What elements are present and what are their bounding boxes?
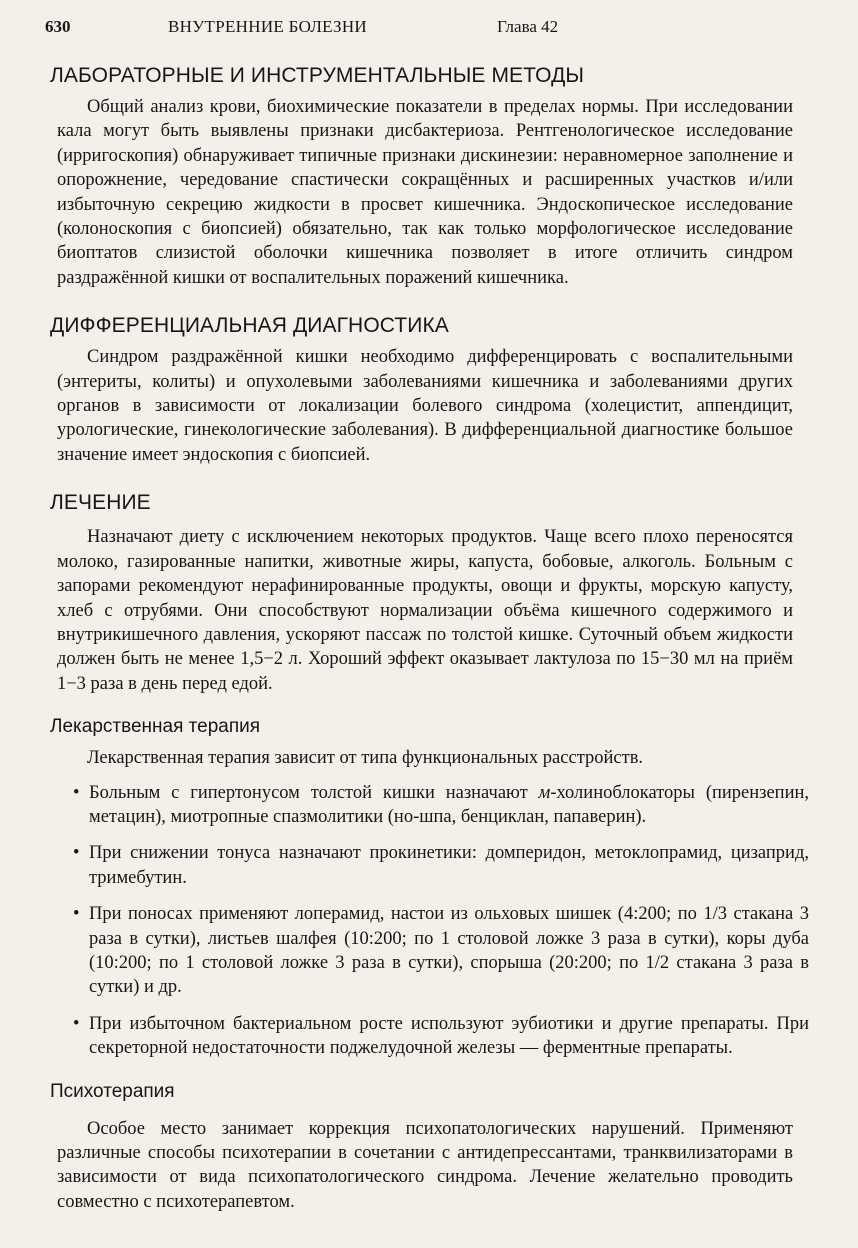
- bullet-marker: •: [73, 843, 80, 864]
- list-item-text: -холиноблокаторы (пирензепин, метацин), миотропные спазмолитики (но-шпа, бенциклан, папаверин).: [89, 782, 809, 827]
- drug-list: [57, 781, 809, 1061]
- bullet-marker: •: [73, 1013, 80, 1034]
- page-number: 630: [45, 17, 71, 36]
- section-paragraph: Назначают диету с исключением некоторых продуктов. Чаще всего плохо переносятся молоко, газированные напитки, животные жиры, капуста, бобовые, алкоголь. Больным с запорами рекомендуют нерафинированные продукты, овощи и фрукты, морскую капусту, хлеб с отрубями. Они способствуют нормализации объёма кишечного содержимого и внутрикишечного давления, ускоряют пассаж по толстой кишке. Суточный объем жидкости должен быть не менее 1,5−2 л. Хороший эффект оказывает лактулоза по 15−30 мл на приём 1−3 раза в день перед едой.: [57, 527, 793, 694]
- list-item: [73, 902, 809, 1000]
- section-heading: ЛЕЧЕНИЕ: [50, 491, 151, 515]
- list-item-italic: м: [538, 782, 551, 803]
- bullet-marker: •: [73, 782, 80, 803]
- section-paragraph: Синдром раздражённой кишки необходимо дифференцировать с воспалительными (энтериты, колиты) и опухолевыми заболеваниями кишечника и заболеваниями других органов в зависимости от локализации болевого синдрома (холецистит, аппендицит, урологические, гинекологические заболевания). В дифференциальной диагностике большое значение имеет эндоскопия с биопсией.: [57, 347, 793, 465]
- book-title: ВНУТРЕННИЕ БОЛЕЗНИ: [168, 17, 368, 36]
- page-content: [50, 56, 809, 1228]
- chapter-label: Глава 42: [497, 17, 559, 36]
- list-item-text: При снижении тонуса назначают прокинетики: домперидон, метоклопрамид, цизаприд, тримебутин.: [89, 843, 809, 888]
- list-item: [73, 1012, 809, 1061]
- section-psychotherapy: [50, 1079, 793, 1215]
- list-item: [73, 841, 809, 890]
- subsection-heading: Лекарственная терапия: [50, 716, 261, 738]
- section-paragraph: Общий анализ крови, биохимические показатели в пределах нормы. При исследовании кала могут быть выявлены признаки дисбактериоза. Рентгенологическое исследование (ирригоскопия) обнаруживает типичные признаки дискинезии: неравномерное заполнение и опорожнение, чередование спастически сокращённых и расширенных участков и/или избыточную секрецию жидкости в просвет кишечника. Эндоскопическое исследование (колоноскопия с биопсией) обязательно, так как только морфологическое исследование биоптатов слизистой оболочки кишечника позволяет в итоге отличить синдром раздражённой кишки от воспалительных поражений кишечника.: [57, 97, 793, 288]
- list-item-text: Больным с гипертонусом толстой кишки назначают: [89, 782, 539, 803]
- list-item-text: При избыточном бактериальном росте используют эубиотики и другие препараты. При секреторной недостаточности поджелудочной железы — ферментные препараты.: [89, 1013, 809, 1059]
- subsection-intro: Лекарственная терапия зависит от типа функциональных расстройств.: [87, 748, 644, 769]
- section-heading: ДИФФЕРЕНЦИАЛЬНАЯ ДИАГНОСТИКА: [50, 314, 449, 338]
- running-head: [45, 14, 845, 40]
- section-drug-therapy: [50, 714, 809, 1060]
- section-treatment: [50, 489, 793, 696]
- subsection-heading: Психотерапия: [50, 1080, 175, 1102]
- section-lab-methods: [50, 62, 793, 290]
- list-item: [73, 781, 809, 830]
- bullet-marker: •: [73, 904, 80, 925]
- section-paragraph: Особое место занимает коррекция психопатологических нарушений. Применяют различные способы психотерапии в сочетании с антидепрессантами, транквилизаторами в зависимости от вида психопатологического синдрома. Лечение желательно проводить совместно с психотерапевтом.: [57, 1118, 793, 1212]
- section-heading: ЛАБОРАТОРНЫЕ И ИНСТРУМЕНТАЛЬНЫЕ МЕТОДЫ: [50, 64, 585, 87]
- section-differential-diagnosis: [50, 312, 793, 467]
- list-item-text: При поносах применяют лоперамид, настои из ольховых шишек (4:200; по 1/3 стакана 3 раза в сутки), листьев шалфея (10:200; по 1 столовой ложке 3 раза в сутки), коры дуба (10:200; по 1 столовой ложке 3 раза в сутки), спорыша (20:200; по 1/2 стакана 3 раза в сутки) и др.: [89, 904, 809, 998]
